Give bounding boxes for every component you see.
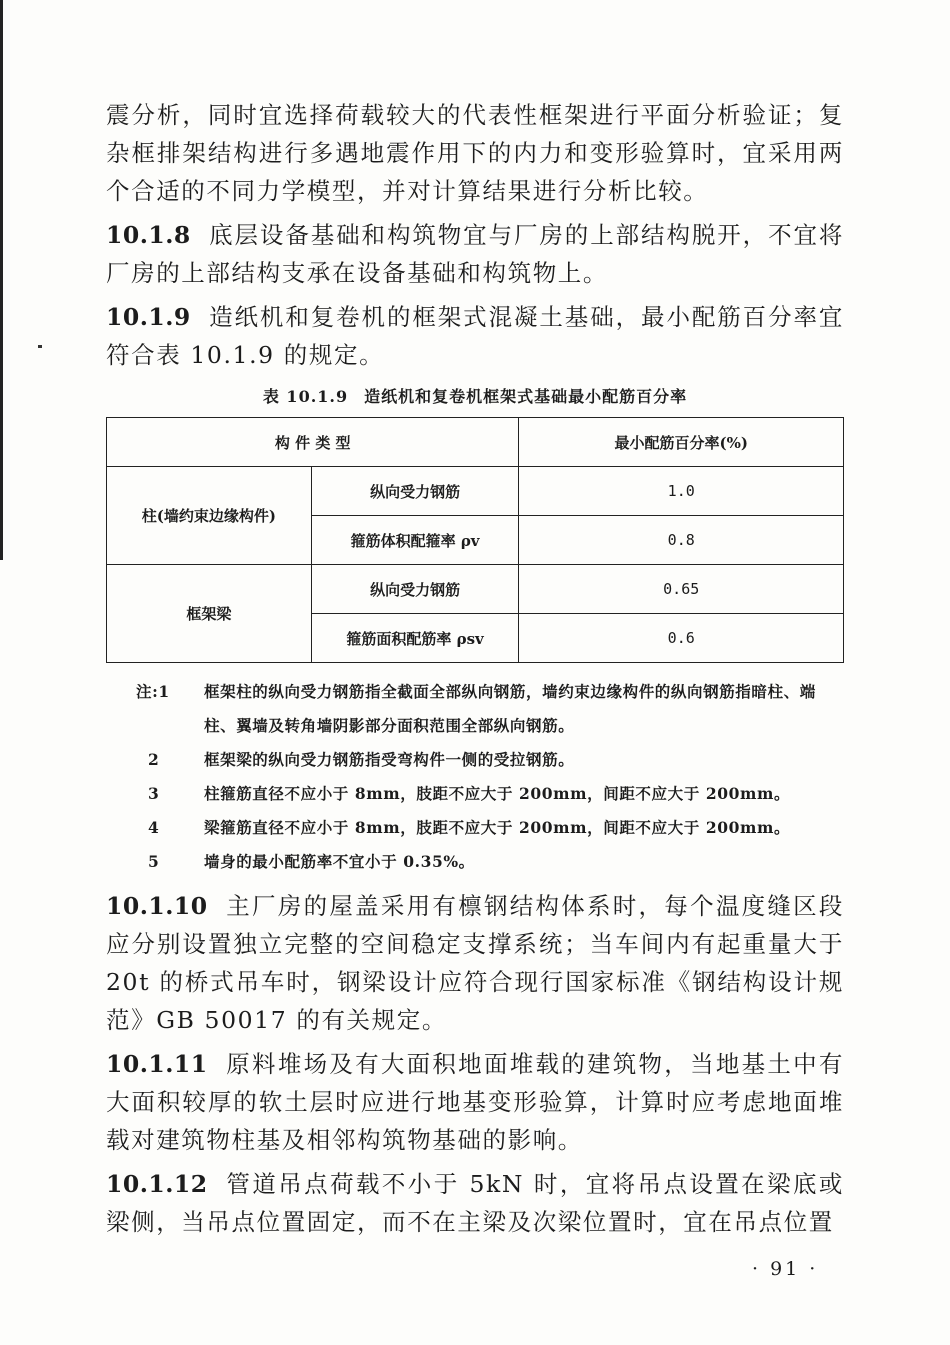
clause-text: 造纸机和复卷机的框架式混凝土基础，最小配筋百分率宜符合表 10.1.9 的规定。: [106, 303, 844, 369]
row-item: 纵向受力钢筋: [311, 467, 519, 516]
note-text: 梁箍筋直径不应小于 8mm，肢距不应大于 200mm，间距不应大于 200mm。: [204, 818, 791, 837]
page-number: · 91 ·: [752, 1258, 819, 1280]
clause-number: 10.1.9: [106, 303, 191, 331]
note-item: [106, 811, 844, 845]
clause-text: 主厂房的屋盖采用有檩钢结构体系时，每个温度缝区段应分别设置独立完整的空间稳定支撑系统；当车间内有起重量大于 20t 的桥式吊车时，钢梁设计应符合现行国家标准《钢结构设计规范》GB 50017 的有关规定。: [106, 892, 844, 1034]
clause-text: 管道吊点荷载不小于 5kN 时，宜将吊点设置在梁底或梁侧，当吊点位置固定，而不在主梁及次梁位置时，宜在吊点位置: [106, 1170, 844, 1236]
clause-number: 10.1.11: [106, 1050, 208, 1078]
note-label: 5: [148, 852, 160, 871]
clause-10-1-11: [106, 1045, 844, 1159]
row-value: 0.8: [519, 516, 844, 565]
clause-10-1-12: [106, 1165, 844, 1241]
row-item: 纵向受力钢筋: [311, 565, 519, 614]
row-value: 1.0: [519, 467, 844, 516]
table-row: [107, 467, 844, 516]
note-text: 柱箍筋直径不应小于 8mm，肢距不应大于 200mm，间距不应大于 200mm。: [204, 784, 791, 803]
paragraph-continuation: 震分析，同时宜选择荷载较大的代表性框架进行平面分析验证；复杂框排架结构进行多遇地震作用下的内力和变形验算时，宜采用两个合适的不同力学模型，并对计算结果进行分析比较。: [106, 101, 844, 205]
table-title: 造纸机和复卷机框架式基础最小配筋百分率: [364, 387, 688, 406]
clause-number: 10.1.10: [106, 892, 208, 920]
reinforcement-table: [106, 417, 844, 663]
clause-number: 10.1.8: [106, 221, 191, 249]
clause-10-1-9: [106, 298, 844, 374]
table-row: [107, 565, 844, 614]
note-item: [106, 845, 844, 879]
table-number: 表 10.1.9: [262, 387, 349, 406]
clause-text: 底层设备基础和构筑物宜与厂房的上部结构脱开，不宜将厂房的上部结构支承在设备基础和构筑物上。: [106, 221, 844, 287]
group-name: 柱(墙约束边缘构件): [107, 467, 312, 565]
note-item: [106, 675, 844, 743]
group-name: 框架梁: [107, 565, 312, 663]
scan-edge-line: [0, 0, 3, 560]
document-page: [106, 96, 844, 1241]
table-caption: [106, 384, 844, 407]
clause-10-1-10: [106, 887, 844, 1039]
note-label: 注:1: [136, 682, 170, 701]
clause-10-1-8: [106, 216, 844, 292]
clause-number: 10.1.12: [106, 1170, 208, 1198]
note-label: 2: [148, 750, 160, 769]
row-item: 箍筋面积配筋率 ρsv: [311, 614, 519, 663]
row-item: 箍筋体积配箍率 ρv: [311, 516, 519, 565]
note-label: 3: [148, 784, 160, 803]
scan-speck: [38, 345, 42, 348]
note-text: 墙身的最小配筋率不宜小于 0.35%。: [204, 852, 475, 871]
note-label: 4: [148, 818, 160, 837]
note-item: [106, 777, 844, 811]
row-value: 0.6: [519, 614, 844, 663]
header-min-ratio: 最小配筋百分率(%): [519, 418, 844, 467]
clause-text: 原料堆场及有大面积地面堆载的建筑物，当地基土中有大面积较厚的软土层时应进行地基变形验算，计算时应考虑地面堆载对建筑物柱基及相邻构筑物基础的影响。: [106, 1050, 844, 1154]
note-text: 框架梁的纵向受力钢筋指受弯构件一侧的受拉钢筋。: [204, 750, 575, 769]
row-value: 0.65: [519, 565, 844, 614]
table-header-row: [107, 418, 844, 467]
note-text: 框架柱的纵向受力钢筋指全截面全部纵向钢筋，墙约束边缘构件的纵向钢筋指暗柱、端柱、翼墙及转角墙阴影部分面积范围全部纵向钢筋。: [204, 682, 816, 735]
header-member-type: 构 件 类 型: [107, 418, 519, 467]
note-item: [106, 743, 844, 777]
table-notes: [106, 675, 844, 879]
